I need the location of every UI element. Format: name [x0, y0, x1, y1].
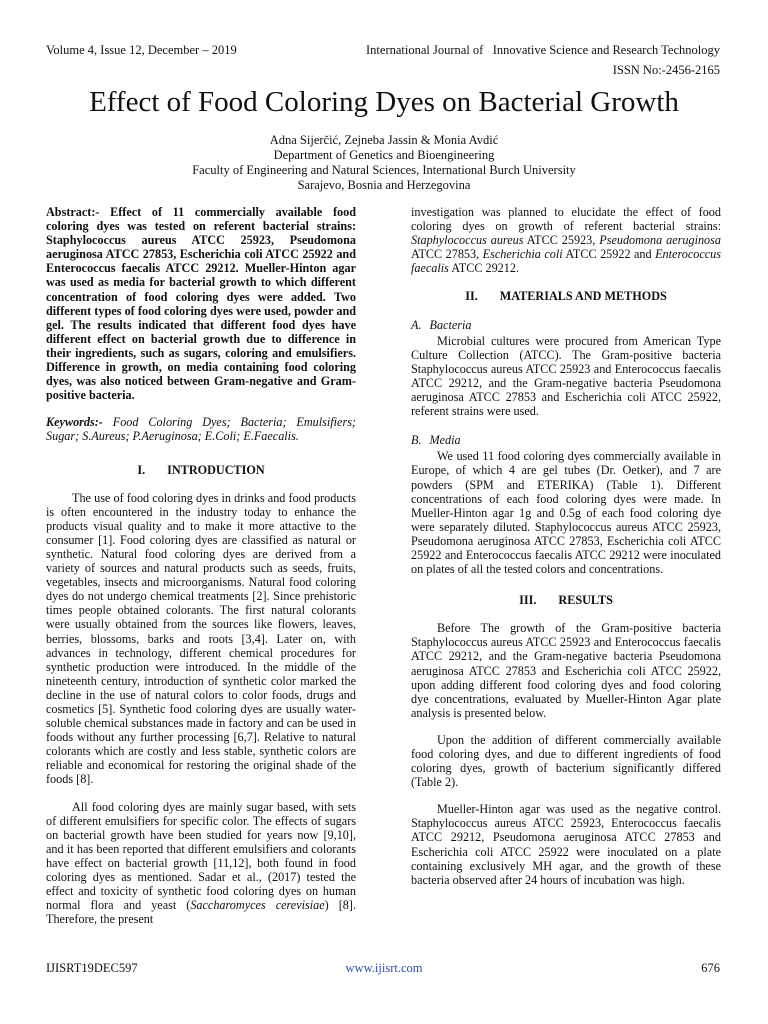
affiliation-block: [0, 133, 768, 193]
abstract-label: Abstract:-: [46, 205, 100, 219]
left-column: [46, 205, 356, 939]
header-volume: Volume 4, Issue 12, December – 2019: [46, 43, 237, 57]
authors: Adna Sijerčić, Zejneba Jassin & Monia Avdić: [269, 133, 499, 147]
keywords: [46, 415, 356, 443]
abstract: [46, 205, 356, 402]
footer-url-link[interactable]: www.ijisrt.com: [345, 961, 423, 975]
intro-paragraph-1: The use of food coloring dyes in drinks and food products is often encountered in the industry today to enhance the products visual quality and to make it more attactive to the consumer [1]. Food coloring dyes are classified as natural or synthetic. Natural food coloring dyes are derived from a variety of sources and natural products such as seeds, fruits, vegetables, insects and microorganisms. Natural food coloring dyes do not undergo chemical treatments [2]. Since prehistoric times people obtained colorants. The first natural colorants were usually obtained from the sources like flowers, leaves, berries, blossoms, barks and roots [3,4]. Later on, with advances in technology, different chemical procedures for synthetic production were introduced. In the middle of the nineteenth century, introduction of synthetic color marked the decline in the use of natural colors to color foods, drugs and cosmetics [5]. Synthetic food coloring dyes are usually water-soluble chemical substances made in factory and can be used in foods without any further processing [6,7]. Relative to natural colorants which are costly and less stable, synthetic colors are reliable and economical for restoring the original shade of the foods [8].: [46, 490, 356, 787]
results-paragraph-1: Before The growth of the Gram-positive bacteria Staphylococcus aureus ATCC 25923 and Enterococcus faecalis ATCC 29212, and the Gram-negative bacteria Pseudomona aeruginosa ATCC 27853 and Escherichia coli ATCC 25922, upon adding different food coloring dyes and food coloring dye concentrations, evaluated by Mueller-Hinton Agar plate analysis is presented below.: [411, 621, 721, 720]
section-intro-heading: I. INTRODUCTION: [137, 462, 265, 477]
media-paragraph: We used 11 food coloring dyes commercially available in Europe, of which 4 are gel tubes (Dr. Oetker), and 7 are powders (SPM and ETERIKA) (Table 1). Different concentrations of each food coloring dyes were made. In Mueller-Hinton agar 1g and 0.5g of each food coloring dye were separately diluted. Staphylococcus aureus ATCC 25923, Pseudomona aeruginosa ATCC 27853, Escherichia coli ATCC 25922 and Enterococcus faecalis ATCC 29212 were inoculated on plates of all the tested colors and concentrations.: [411, 449, 721, 577]
section-results-heading: III. RESULTS: [519, 593, 613, 608]
department: Department of Genetics and Bioengineering: [273, 148, 495, 162]
right-column: [411, 205, 721, 900]
subsection-bacteria-heading: A. Bacteria: [411, 317, 472, 332]
bacteria-paragraph: Microbial cultures were procured from American Type Culture Collection (ATCC). The Gram-positive bacteria Staphylococcus aureus ATCC 25923 and Enterococcus faecalis ATCC 29212, and the Gram-negative bacteria Pseudomona aeruginosa ATCC 27853 and Escherichia coli ATCC 25922, referent strains were used.: [411, 333, 721, 419]
city: Sarajevo, Bosnia and Herzegovina: [297, 178, 471, 192]
intro-paragraph-2: All food coloring dyes are mainly sugar based, with sets of different emulsifiers for specific color. The effects of sugars on bacterial growth have been studied for years now [9,10], and it has been reported that different emulsifiers and colorants have effect on bacterial growth [11,12], both found in food coloring dyes as mentioned. Sadar et al., (2017) tested the effect and toxicity of synthetic food coloring dyes on human normal flora and yeast (Saccharomyces cerevisiae) [8]. Therefore, the present: [46, 799, 356, 927]
abstract-text: Effect of 11 commercially available food coloring dyes was tested on referent bacterial strains: Staphylococcus aureus ATCC 25923, Pseudomona aeruginosa ATCC 27853, Escherichia coli ATCC 25922 and Enterococcus faecalis ATCC 29212. Mueller-Hinton agar was used as media for bacterial growth to which different concentration of food coloring dyes were added. Two different types of food coloring dyes were used, powder and gel. The results indicated that different food dyes have different effect on bacterial growth due to difference in their ingredients, such as sugars, coloring and emulsifiers. Difference in growth, on media containing food coloring dyes, was also noticed between Gram-negative and Gram-positive bacteria.: [46, 205, 356, 403]
results-paragraph-2: Upon the addition of different commercially available food coloring dyes, and due to different ingredients of food coloring dyes, growth of bacterium significantly differed (Table 2).: [411, 732, 721, 790]
header-issn: ISSN No:-2456-2165: [612, 63, 720, 77]
intro-continuation: investigation was planned to elucidate the effect of food coloring dyes on growth of referent bacterial strains: Staphylococcus aureus ATCC 25923, Pseudomona aeruginosa ATCC 27853, Escherichia coli ATCC 25922 and Enterococcus faecalis ATCC 29212.: [411, 205, 721, 276]
keywords-label: Keywords:-: [46, 415, 103, 430]
paper-title: Effect of Food Coloring Dyes on Bacterial Growth: [89, 86, 679, 118]
subsection-media-heading: B. Media: [411, 433, 461, 448]
section-methods-heading: II. MATERIALS AND METHODS: [465, 289, 667, 304]
faculty: Faculty of Engineering and Natural Sciences, International Burch University: [192, 163, 576, 177]
footer-paper-id: IJISRT19DEC597: [46, 961, 138, 975]
keywords-text: Food Coloring Dyes; Bacteria; Emulsifiers; Sugar; S.Aureus; P.Aeruginosa; E.Coli; E.Faecalis.: [46, 415, 356, 444]
header-journal: International Journal of Innovative Science and Research Technology: [366, 43, 720, 57]
footer-page-number: 676: [701, 961, 720, 975]
results-paragraph-3: Mueller-Hinton agar was used as the negative control. Staphylococcus aureus ATCC 25923, Enterococcus faecalis ATCC 29212, Pseudomona aeruginosa ATCC 27853 and Escherichia coli ATCC 25922 were inoculated on a plate containing exclusively MH agar, and the growth of these bacteria observed after 24 hours of incubation was high.: [411, 802, 721, 887]
